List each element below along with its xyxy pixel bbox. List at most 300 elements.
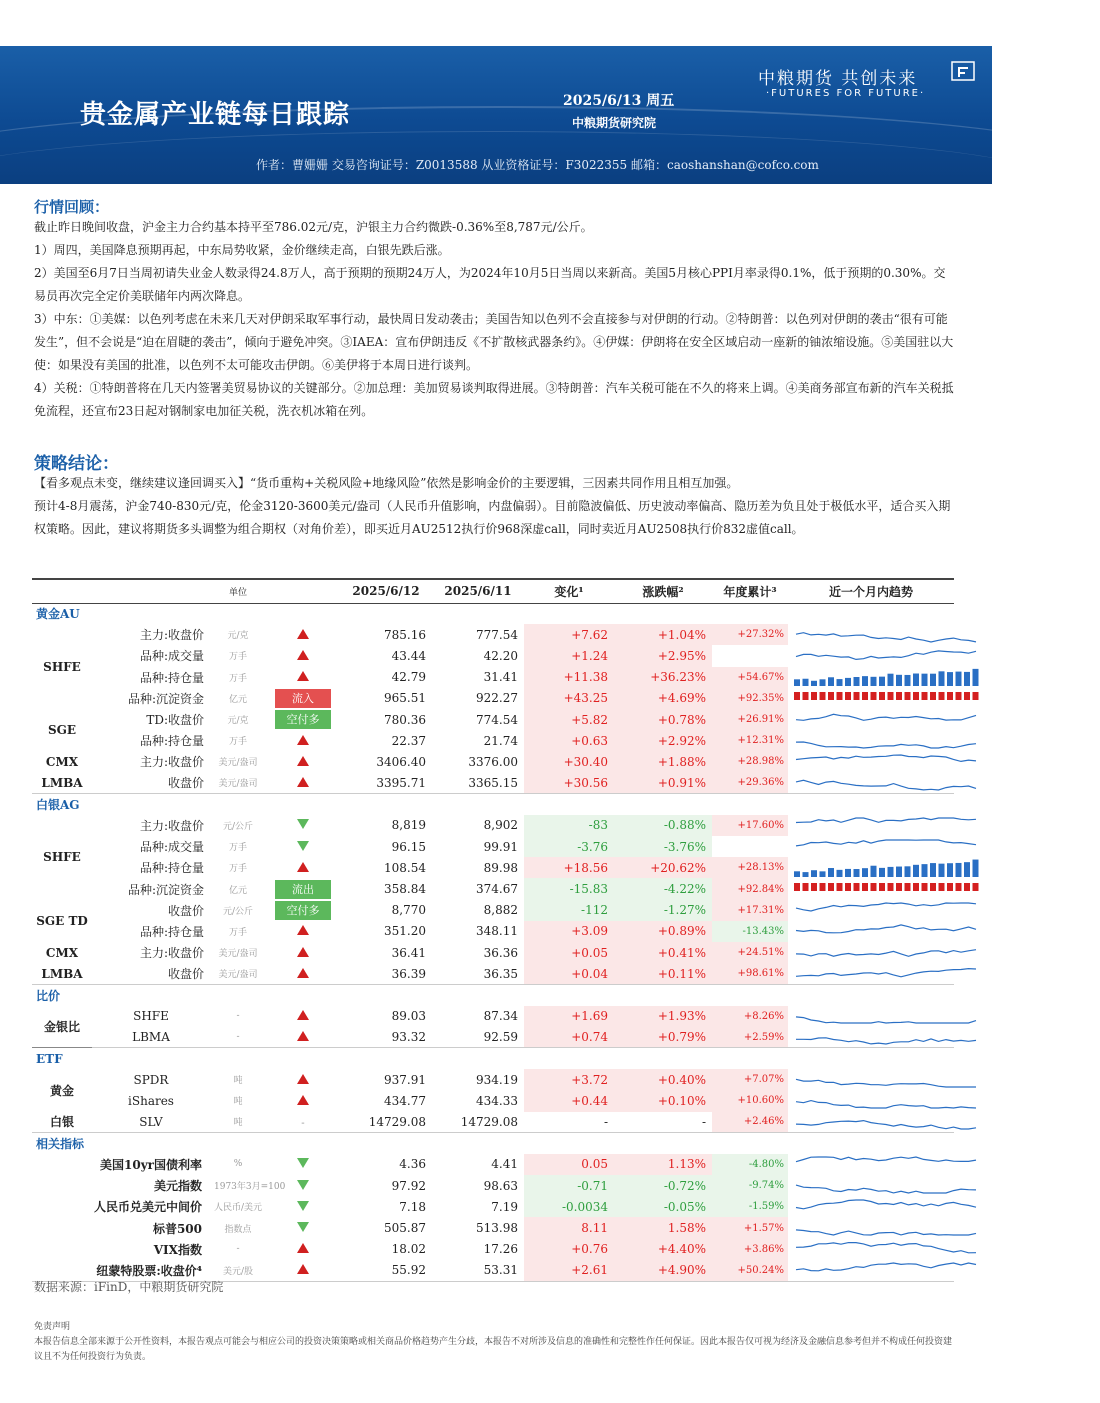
change-cell: +18.56 [524, 857, 614, 878]
report-header [0, 46, 992, 184]
group-header-row [32, 984, 954, 1005]
table-row [32, 1217, 954, 1238]
value-prev: 7.19 [491, 1199, 518, 1214]
value-today: 36.39 [340, 963, 432, 984]
group-name: 比价 [32, 984, 954, 1005]
unit-cell: 元/公斤 [222, 821, 254, 832]
table-row [32, 1006, 954, 1027]
ytd-cell: +17.60% [712, 815, 788, 836]
value-today: 505.87 [384, 1221, 426, 1236]
table-row [32, 1175, 954, 1196]
group-header-row [32, 603, 954, 624]
unit-cell: 人民币/美元 [214, 1203, 263, 1214]
unit-cell: 美元/盎司 [218, 949, 258, 960]
change-cell: +2.61 [524, 1260, 614, 1281]
item-label: 收盘价 [92, 773, 210, 794]
signal-cell [266, 1239, 340, 1260]
value-prev: 3365.15 [432, 773, 524, 794]
col-header-trend: 近一个月内趋势 [788, 579, 954, 603]
trend-cell [788, 1239, 954, 1260]
signal-cell [266, 815, 340, 836]
down-triangle-icon [297, 1222, 309, 1232]
change-cell: +1.24 [524, 645, 614, 666]
up-triangle-icon [297, 777, 309, 787]
indicator-name: 美元指数 [153, 1179, 202, 1194]
review-line: 2）美国至6月7日当周初请失业金人数录得24.8万人，高于预期的预期24万人，为2024年10月5日当周以来新高。美国5月核心PPI月率录得0.1%，低于预期的0.30%。交易员再次完全定价美联储年内两次降息。 [34, 266, 946, 303]
trend-cell [788, 878, 954, 899]
exchange-label: 白银 [32, 1112, 92, 1133]
pct-cell: +36.23% [614, 667, 712, 688]
trend-sparkline [792, 1261, 982, 1279]
change-cell: +0.74 [524, 1027, 614, 1048]
value-prev: 8,882 [483, 903, 518, 918]
down-triangle-icon [297, 1158, 309, 1168]
ytd-cell: +27.32% [712, 624, 788, 645]
group-name: 白银AG [32, 794, 954, 815]
value-today: 8,819 [391, 818, 426, 833]
pct-cell: +1.93% [614, 1006, 712, 1027]
down-triangle-icon [297, 819, 309, 829]
table-row [32, 1239, 954, 1260]
ytd-cell: -4.80% [712, 1154, 788, 1175]
up-triangle-icon [297, 925, 309, 935]
value-today: 22.37 [391, 733, 426, 748]
pct-cell: -4.22% [614, 878, 712, 899]
pct-cell: +0.41% [614, 942, 712, 963]
value-prev: 36.36 [483, 945, 518, 960]
table-row [32, 1112, 954, 1133]
value-prev: 53.31 [432, 1260, 524, 1281]
trend-sparkline [792, 1071, 982, 1089]
item-label: SHFE [133, 1009, 169, 1024]
pct-cell: +0.11% [614, 963, 712, 984]
signal-cell [266, 667, 340, 688]
group-name: 黄金AU [32, 603, 954, 624]
value-today: 93.32 [340, 1027, 432, 1048]
report-title: 贵金属产业链每日跟踪 [80, 100, 351, 130]
item-label: 品种:持仓量 [139, 861, 204, 876]
change-cell: +3.72 [524, 1069, 614, 1090]
ytd-cell: +24.51% [712, 942, 788, 963]
trend-sparkline [792, 668, 982, 686]
item-label: 品种:成交量 [139, 649, 204, 664]
item-label: 主力:收盘价 [139, 628, 204, 643]
value-today: 96.15 [391, 839, 426, 854]
table-row [32, 1196, 954, 1217]
signal-cell [266, 836, 340, 857]
trend-cell [788, 1260, 954, 1281]
unit-cell: 元/克 [227, 716, 249, 727]
table-header-row [32, 579, 954, 603]
value-today: 965.51 [384, 691, 426, 706]
down-triangle-icon [297, 1180, 309, 1190]
pct-cell: +20.62% [614, 857, 712, 878]
signal-cell [266, 1090, 340, 1111]
pct-cell: +4.90% [614, 1260, 712, 1281]
review-line: 1）周四，美国降息预期再起，中东局势收紧，金价继续走高，白银先跌后涨。 [34, 243, 450, 257]
indicator-name: 人民币兑美元中间价 [93, 1200, 202, 1215]
group-header-row [32, 794, 954, 815]
up-triangle-icon [297, 735, 309, 745]
col-header-name [32, 579, 210, 603]
ytd-cell: -13.43% [712, 921, 788, 942]
ytd-cell: +29.36% [712, 773, 788, 794]
unit-cell: 美元/股 [210, 1260, 266, 1281]
col-header-change: 变化¹ [524, 579, 614, 603]
change-cell: +0.04 [524, 963, 614, 984]
disclaimer-title: 免责声明 [34, 1322, 71, 1332]
up-triangle-icon [297, 1264, 309, 1274]
col-header-date1: 2025/6/12 [340, 579, 432, 603]
ytd-cell: +17.31% [712, 900, 788, 921]
ytd-cell: +12.31% [712, 730, 788, 751]
ytd-cell: +1.57% [712, 1217, 788, 1238]
review-body [34, 216, 954, 423]
table-row [32, 900, 954, 921]
up-triangle-icon [297, 1010, 309, 1020]
flow-badge: 空付多 [275, 901, 331, 920]
signal-cell [266, 878, 340, 899]
signal-cell [266, 857, 340, 878]
trend-sparkline [792, 1007, 982, 1025]
trend-cell [788, 921, 954, 942]
author-info: 作者：曹姗姗 交易咨询证号：Z0013588 从业资格证号：F3022355 邮箱：caoshanshan@cofco.com [256, 158, 819, 172]
exchange-label: 黄金 [49, 1083, 74, 1098]
indicator-name: 标普500 [152, 1221, 202, 1236]
trend-sparkline [792, 774, 982, 792]
trend-sparkline [792, 965, 982, 983]
value-prev: 348.11 [476, 924, 518, 939]
trend-sparkline [792, 944, 982, 962]
table-row [32, 836, 954, 857]
trend-cell [788, 836, 954, 857]
signal-cell [266, 1027, 340, 1048]
trend-cell [788, 1069, 954, 1090]
unit-cell: 元/公斤 [222, 906, 254, 917]
value-today: 89.03 [391, 1009, 426, 1024]
trend-sparkline [792, 647, 982, 665]
trend-cell [788, 963, 954, 984]
trend-sparkline [792, 732, 982, 750]
signal-cell [266, 1006, 340, 1027]
value-prev: 87.34 [483, 1009, 518, 1024]
signal-cell [266, 709, 340, 730]
value-prev: 17.26 [483, 1242, 518, 1257]
disclaimer-text: 本报告信息全部来源于公开性资料，本报告观点可能会与相应公司的投资决策策略或相关商品价格趋势产生分歧，本报告不对所涉及信息的准确性和完整性作任何保证。因此本报告仅可视为经济及金融信息参考但并不构成任何投资建议且不为任何投资行为负责。 [34, 1337, 953, 1362]
value-today: 351.20 [384, 924, 426, 939]
signal-cell [266, 688, 340, 709]
table-row [32, 857, 954, 878]
unit-cell: 吨 [210, 1112, 266, 1133]
trend-cell [788, 1154, 954, 1175]
trend-sparkline [792, 1155, 982, 1173]
trend-cell [788, 1006, 954, 1027]
value-today: 42.79 [391, 670, 426, 685]
unit-cell: 万手 [228, 843, 247, 854]
change-cell: +0.76 [524, 1239, 614, 1260]
item-label: SPDR [133, 1072, 169, 1087]
pct-cell: +0.10% [614, 1090, 712, 1111]
exchange-label: SGE [47, 723, 77, 738]
change-cell: -0.0034 [524, 1196, 614, 1217]
item-label: 品种:成交量 [139, 840, 204, 855]
up-triangle-icon [297, 1243, 309, 1253]
trend-cell [788, 773, 954, 794]
change-cell: -15.83 [524, 878, 614, 899]
ytd-cell: +10.60% [712, 1090, 788, 1111]
pct-cell: +1.88% [614, 751, 712, 772]
ytd-cell: +92.84% [712, 878, 788, 899]
value-prev: 513.98 [476, 1221, 518, 1236]
pct-cell: -1.27% [614, 900, 712, 921]
signal-cell [266, 1069, 340, 1090]
value-prev: 934.19 [476, 1072, 518, 1087]
group-header-row [32, 1133, 954, 1154]
table-row [32, 751, 954, 772]
table-row [32, 709, 954, 730]
ytd-cell: +8.26% [712, 1006, 788, 1027]
up-triangle-icon [297, 947, 309, 957]
value-prev: 3376.00 [468, 754, 518, 769]
indicator-name: VIX指数 [153, 1242, 202, 1257]
value-today: 7.18 [399, 1199, 426, 1214]
pct-cell: +0.89% [614, 921, 712, 942]
value-prev: 374.67 [476, 882, 518, 897]
up-triangle-icon [297, 1074, 309, 1084]
pct-cell: +4.69% [614, 688, 712, 709]
item-label: LBMA [92, 1027, 210, 1048]
value-prev: 777.54 [476, 627, 518, 642]
trend-sparkline [792, 838, 982, 856]
trend-sparkline [792, 859, 982, 877]
ytd-cell: +98.61% [712, 963, 788, 984]
value-today: 43.44 [391, 648, 426, 663]
change-cell: +43.25 [524, 688, 614, 709]
table-row [32, 1027, 954, 1048]
pct-cell: -0.88% [614, 815, 712, 836]
price-table-wrapper [32, 578, 954, 1282]
item-label: SLV [92, 1112, 210, 1133]
value-prev: 8,902 [483, 818, 518, 833]
exchange-label: CMX [45, 945, 79, 960]
pct-cell: 1.58% [614, 1217, 712, 1238]
unit-cell: - [236, 1011, 240, 1022]
unit-cell: % [233, 1159, 243, 1170]
trend-cell [788, 815, 954, 836]
value-today: 108.54 [384, 860, 426, 875]
pct-cell: +0.78% [614, 709, 712, 730]
unit-cell: 万手 [228, 652, 247, 663]
decorative-wave [0, 131, 1040, 221]
trend-sparkline [792, 1092, 982, 1110]
table-row [32, 921, 954, 942]
table-row [32, 667, 954, 688]
unit-cell: 元/克 [227, 631, 249, 642]
signal-cell [266, 1217, 340, 1238]
trend-sparkline [792, 1028, 982, 1046]
trend-cell [788, 1090, 954, 1111]
change-cell: +5.82 [524, 709, 614, 730]
table-row [32, 645, 954, 666]
unit-cell: 1973年3月=100 [214, 1182, 286, 1193]
indicator-name: 纽蒙特股票:收盘价⁴ [32, 1260, 210, 1281]
table-row [32, 878, 954, 899]
trend-cell [788, 857, 954, 878]
data-source: 数据来源：iFinD，中粮期货研究院 [34, 1280, 224, 1294]
strategy-line: 【看多观点未变，继续建议逢回调买入】“货币重构+关税风险+地缘风险”依然是影响金价的主要逻辑，三因素共同作用且相互加强。 [34, 476, 739, 490]
trend-sparkline [792, 922, 982, 940]
pct-cell: +4.40% [614, 1239, 712, 1260]
pct-cell: - [614, 1112, 712, 1133]
ytd-cell: +28.13% [712, 857, 788, 878]
report-date: 2025/6/13 周五 [563, 93, 675, 109]
value-today: 4.36 [399, 1157, 426, 1172]
unit-cell: 美元/盎司 [210, 773, 266, 794]
ytd-cell: +2.46% [712, 1112, 788, 1133]
trend-cell [788, 667, 954, 688]
brand-slogan: ·FUTURES FOR FUTURE· [766, 88, 926, 99]
strategy-body [34, 472, 954, 541]
signal-cell [266, 942, 340, 963]
unit-cell: 美元/盎司 [218, 758, 258, 769]
trend-sparkline [792, 880, 982, 898]
value-prev: 99.91 [483, 839, 518, 854]
pct-cell: +1.04% [614, 624, 712, 645]
table-row [32, 942, 954, 963]
up-triangle-icon [297, 968, 309, 978]
signal-cell [266, 1154, 340, 1175]
up-triangle-icon [297, 671, 309, 681]
value-prev: 31.41 [483, 670, 518, 685]
signal-cell [266, 730, 340, 751]
value-today: 55.92 [340, 1260, 432, 1281]
trend-cell [788, 688, 954, 709]
value-prev: 434.33 [476, 1093, 518, 1108]
trend-sparkline [792, 711, 982, 729]
flow-badge: 空付多 [275, 710, 331, 729]
col-header-ytd: 年度累计³ [712, 579, 788, 603]
trend-sparkline [792, 816, 982, 834]
exchange-label: SHFE [43, 850, 81, 865]
change-cell: +3.09 [524, 921, 614, 942]
table-row [32, 624, 954, 645]
table-row [32, 1069, 954, 1090]
trend-cell [788, 1112, 954, 1133]
change-cell: +0.05 [524, 942, 614, 963]
ytd-cell: +26.91% [712, 709, 788, 730]
ytd-cell [712, 836, 788, 857]
pct-cell: -0.72% [614, 1175, 712, 1196]
signal-cell [266, 1112, 340, 1133]
change-cell: +0.63 [524, 730, 614, 751]
item-label: 品种:沉淀资金 [127, 691, 204, 706]
review-heading: 行情回顾： [34, 198, 110, 216]
item-label: TD:收盘价 [146, 713, 204, 728]
signal-cell [266, 900, 340, 921]
change-cell: +30.56 [524, 773, 614, 794]
value-prev: 922.27 [476, 691, 518, 706]
signal-cell [266, 773, 340, 794]
change-cell: -83 [524, 815, 614, 836]
item-label: 收盘价 [167, 903, 204, 918]
up-triangle-icon [297, 650, 309, 660]
strategy-heading: 策略结论： [34, 454, 119, 474]
ytd-cell [712, 645, 788, 666]
group-name: ETF [32, 1048, 954, 1069]
value-today: 97.92 [391, 1178, 426, 1193]
trend-sparkline [792, 1198, 982, 1216]
exchange-label: SGE TD [36, 913, 88, 928]
table-row [32, 1090, 954, 1111]
change-cell: 0.05 [524, 1154, 614, 1175]
value-prev: 92.59 [432, 1027, 524, 1048]
ytd-cell: +50.24% [712, 1260, 788, 1281]
item-label: 主力:收盘价 [139, 818, 204, 833]
unit-cell: - [236, 1244, 240, 1255]
col-header-date2: 2025/6/11 [432, 579, 524, 603]
price-table [32, 578, 954, 1282]
signal-cell [266, 624, 340, 645]
trend-sparkline [792, 1177, 982, 1195]
exchange-label: CMX [45, 754, 79, 769]
trend-sparkline [792, 1219, 982, 1237]
trend-cell [788, 730, 954, 751]
indicator-name: 美国10yr国债利率 [100, 1157, 202, 1172]
change-cell: 8.11 [524, 1217, 614, 1238]
up-triangle-icon [297, 629, 309, 639]
unit-cell: 万手 [228, 673, 247, 684]
exchange-label: SHFE [43, 659, 81, 674]
unit-cell: 万手 [228, 737, 247, 748]
review-line: 3）中东：①美媒：以色列考虑在未来几天对伊朗采取军事行动，最快周日发动袭击；美国告知以色列不会直接参与对伊朗的行动。②特朗普：以色列对伊朗的袭击“很有可能发生”，但不会说是“迫在眉睫的袭击”，倾向于避免冲突。③IAEA：宣布伊朗违反《不扩散核武器条约》。④伊媒：伊朗将在安全区域启动一座新的铀浓缩设施。⑤美国驻以大使：如果没有美国的批准，以色列不太可能攻击伊朗。⑥美伊将于本周日进行谈判。 [34, 312, 954, 372]
table-row [32, 688, 954, 709]
value-prev: 42.20 [483, 648, 518, 663]
change-cell: +30.40 [524, 751, 614, 772]
table-row [32, 730, 954, 751]
strategy-line: 预计4-8月震荡，沪金740-830元/克，伦金3120-3600美元/盎司（人民币升值影响，内盘偏弱）。目前隐波偏低、历史波动率偏高、隐历差为负且处于极低水平，适合买入期权策略。因此，建议将期货多头调整为组合期权（对角价差），即买近月AU2512执行价968深虚call，同时卖近月AU2508执行价832虚值call。 [34, 499, 951, 536]
ytd-cell: +7.07% [712, 1069, 788, 1090]
trend-cell [788, 624, 954, 645]
institute-name: 中粮期货研究院 [572, 116, 657, 130]
change-cell: +1.69 [524, 1006, 614, 1027]
trend-cell [788, 645, 954, 666]
value-prev: 21.74 [483, 733, 518, 748]
trend-cell [788, 1196, 954, 1217]
pct-cell: +2.92% [614, 730, 712, 751]
trend-sparkline [792, 626, 982, 644]
change-cell: -0.71 [524, 1175, 614, 1196]
pct-cell: -0.05% [614, 1196, 712, 1217]
value-today: 780.36 [384, 712, 426, 727]
pct-cell: +2.95% [614, 645, 712, 666]
value-prev: 89.98 [483, 860, 518, 875]
value-today: 3406.40 [376, 754, 426, 769]
up-triangle-icon [297, 1031, 309, 1041]
change-cell: +11.38 [524, 667, 614, 688]
ytd-cell: +2.59% [712, 1027, 788, 1048]
trend-sparkline [792, 753, 982, 771]
signal-cell [266, 645, 340, 666]
trend-sparkline [792, 1240, 982, 1258]
col-header-unit: 单位 [210, 579, 266, 603]
item-label: 主力:收盘价 [139, 946, 204, 961]
down-triangle-icon [297, 1201, 309, 1211]
value-prev: 98.63 [483, 1178, 518, 1193]
signal-cell [266, 921, 340, 942]
trend-sparkline [792, 689, 982, 707]
trend-cell [788, 751, 954, 772]
trend-cell [788, 1217, 954, 1238]
